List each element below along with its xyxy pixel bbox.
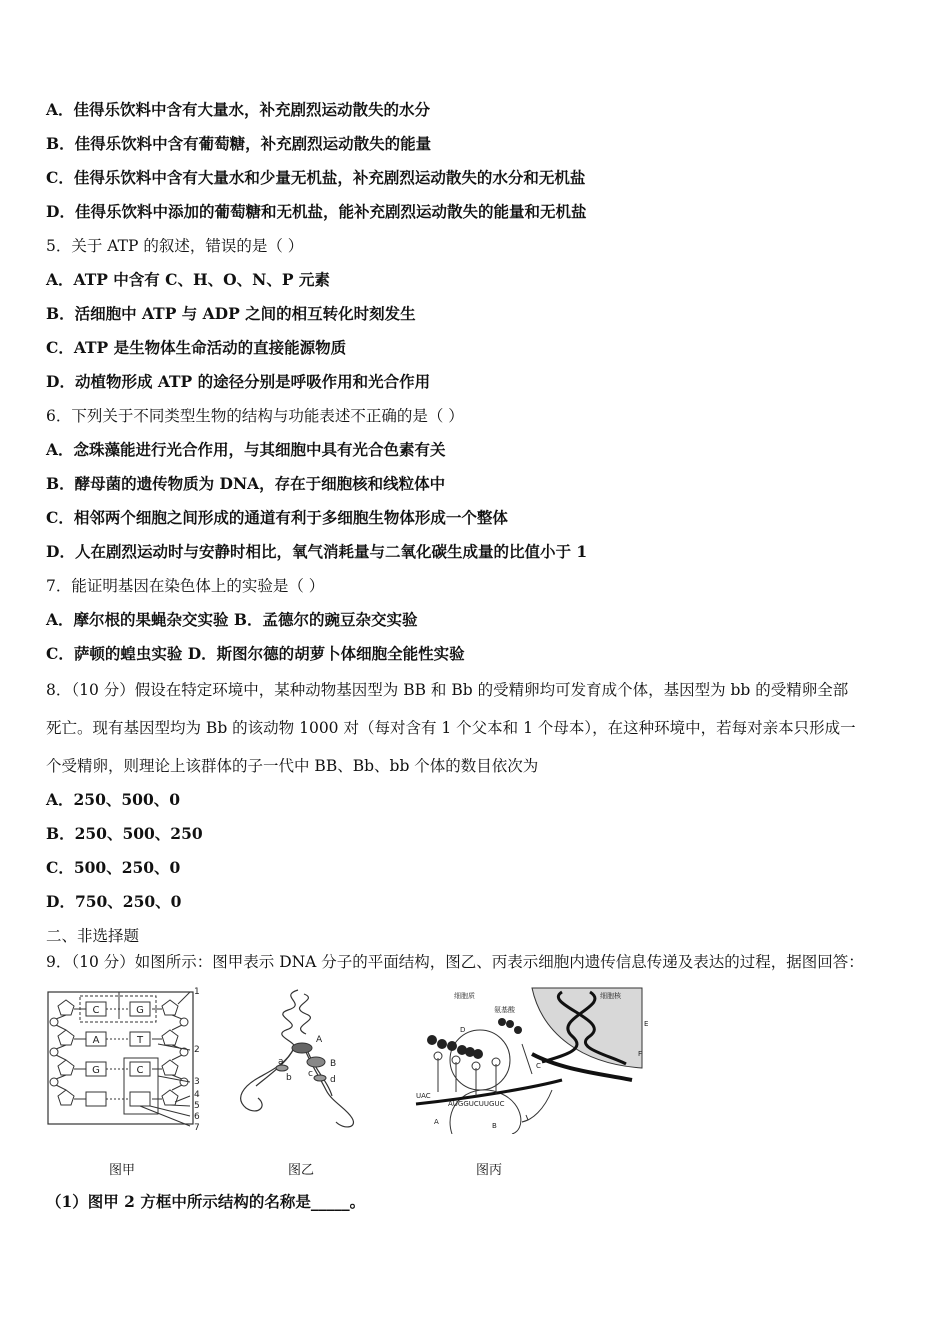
mrna-sequence-label: AUGGUCUUGUC — [448, 1100, 505, 1108]
part-label: d — [330, 1075, 336, 1085]
text-line: 8．（10 分）假设在特定环境中，某种动物基因型为 BB 和 Bb 的受精卵均可发育成个体，基因型为 bb 的受精卵全部 — [46, 681, 849, 699]
text-line: A．摩尔根的果蝇杂交实验 B．孟德尔的豌豆杂交实验 — [46, 610, 418, 629]
text-line: 二、非选择题 — [46, 927, 140, 945]
text-line: A．250、500、0 — [46, 790, 181, 809]
text-line: A．ATP 中含有 C、H、O、N、P 元素 — [46, 270, 330, 289]
text-line: （1）图甲 2 方框中所示结构的名称是_____。 — [46, 1192, 366, 1211]
dna-replication-diagram — [228, 986, 378, 1134]
text-line: B．酵母菌的遗传物质为 DNA，存在于细胞核和线粒体中 — [46, 474, 446, 493]
base-label: A — [92, 1035, 100, 1046]
region-label: 细胞质 — [454, 992, 475, 1000]
text-line: C．相邻两个细胞之间形成的通道有利于多细胞生物体形成一个整体 — [46, 508, 508, 527]
text-line: B．250、500、250 — [46, 824, 203, 843]
text-line: B．佳得乐饮料中含有葡萄糖，补充剧烈运动散失的能量 — [46, 134, 432, 153]
part-number: 6 — [194, 1112, 200, 1122]
text-line: 死亡。现有基因型均为 Bb 的该动物 1000 对（每对含有 1 个父本和 1 个母本），在这种环境中，若每对亲本只形成一 — [46, 719, 856, 737]
part-label: A — [434, 1118, 439, 1126]
part-number: 2 — [194, 1045, 200, 1055]
dna-planar-structure-diagram — [44, 984, 204, 1134]
figure-caption: 图丙 — [476, 1163, 503, 1178]
part-label: F — [638, 1050, 643, 1058]
gene-expression-diagram — [412, 984, 652, 1134]
part-label: b — [286, 1073, 292, 1083]
base-label: C — [92, 1005, 100, 1016]
part-label: B — [330, 1059, 337, 1069]
text-line: D．750、250、0 — [46, 892, 182, 911]
text-line: 9．（10 分）如图所示：图甲表示 DNA 分子的平面结构，图乙、丙表示细胞内遗传信息传递及表达的过程，据图回答： — [46, 953, 864, 971]
region-label: 氨基酸 — [494, 1006, 515, 1014]
text-line: D．动植物形成 ATP 的途径分别是呼吸作用和光合作用 — [46, 372, 431, 391]
part-number: 7 — [194, 1123, 200, 1133]
text-line: C．ATP 是生物体生命活动的直接能源物质 — [46, 338, 347, 357]
part-label: a — [278, 1057, 284, 1067]
part-label: C — [536, 1062, 541, 1070]
part-label: c — [308, 1069, 313, 1079]
part-label: D — [460, 1026, 466, 1034]
text-line: A．念珠藻能进行光合作用，与其细胞中具有光合色素有关 — [46, 440, 446, 459]
part-number: 3 — [194, 1077, 200, 1087]
text-line: 5．关于 ATP 的叙述，错误的是（ ） — [46, 237, 304, 255]
figure-jia — [44, 984, 204, 1178]
text-line: C．佳得乐饮料中含有大量水和少量无机盐，补充剧烈运动散失的水分和无机盐 — [46, 168, 586, 187]
figure-caption: 图乙 — [288, 1163, 315, 1178]
part-label: A — [316, 1035, 323, 1045]
base-label: G — [92, 1065, 100, 1076]
figure-yi — [228, 986, 378, 1178]
region-label: 细胞核 — [600, 992, 621, 1000]
text-line: A．佳得乐饮料中含有大量水，补充剧烈运动散失的水分 — [46, 100, 431, 119]
part-label: E — [644, 1020, 649, 1028]
text-line: C．萨顿的蝗虫实验 D．斯图尔德的胡萝卜体细胞全能性实验 — [46, 644, 465, 663]
text-line: 6．下列关于不同类型生物的结构与功能表述不正确的是（ ） — [46, 407, 464, 425]
text-line: B．活细胞中 ATP 与 ADP 之间的相互转化时刻发生 — [46, 304, 416, 323]
part-label: B — [492, 1122, 497, 1130]
part-number: 1 — [194, 987, 200, 997]
base-label: C — [136, 1065, 144, 1076]
part-number: 4 — [194, 1090, 200, 1100]
base-label: T — [136, 1035, 144, 1046]
text-line: 个受精卵，则理论上该群体的子一代中 BB、Bb、bb 个体的数目依次为 — [46, 757, 539, 775]
figure-bing — [412, 984, 652, 1178]
text-line: C．500、250、0 — [46, 858, 181, 877]
base-label: G — [136, 1005, 144, 1016]
text-line: 7．能证明基因在染色体上的实验是（ ） — [46, 577, 325, 595]
figure-caption: 图甲 — [109, 1163, 136, 1178]
text-line: D．人在剧烈运动时与安静时相比，氧气消耗量与二氧化碳生成量的比值小于 1 — [46, 542, 588, 561]
anticodon-label: UAC — [416, 1092, 431, 1100]
text-line: D．佳得乐饮料中添加的葡萄糖和无机盐，能补充剧烈运动散失的能量和无机盐 — [46, 202, 587, 221]
part-number: 5 — [194, 1101, 200, 1111]
